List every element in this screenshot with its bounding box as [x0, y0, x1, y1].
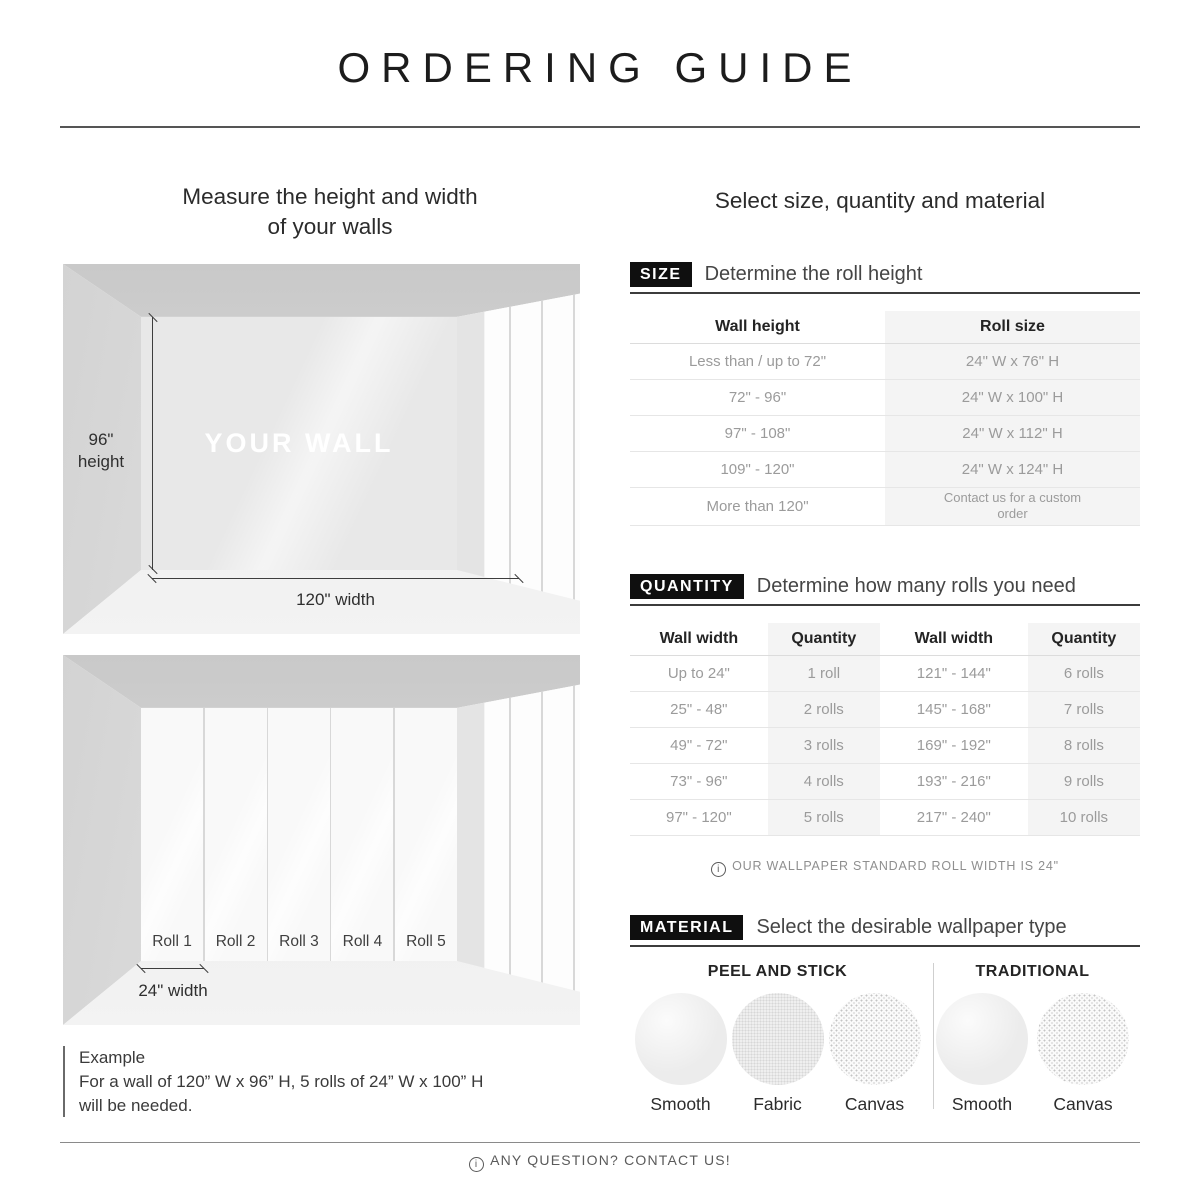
quantity-section-title: Determine how many rolls you need: [756, 575, 1076, 597]
size-cell: 24" W x 100" H: [885, 380, 1140, 416]
quantity-cell: 7 rolls: [1028, 692, 1140, 728]
quantity-cell: 121" - 144": [880, 656, 1028, 692]
size-section-title: Determine the roll height: [704, 263, 923, 285]
roll-width-note-text: OUR WALLPAPER STANDARD ROLL WIDTH IS 24": [732, 859, 1059, 873]
material-group-traditional: [925, 963, 1140, 1115]
canvas-texture-swatch: [1037, 993, 1129, 1085]
material-section-title: Select the desirable wallpaper type: [756, 916, 1067, 938]
quantity-cell: 97" - 120": [630, 800, 768, 836]
page-title: ORDERING GUIDE: [337, 44, 863, 91]
roll-label: Roll 4: [342, 932, 383, 950]
size-section: [630, 262, 1140, 526]
roll-label: Roll 5: [406, 932, 446, 950]
material-badge: MATERIAL: [630, 915, 743, 940]
size-cell: [885, 488, 1140, 526]
material-option-label: Canvas: [1053, 1094, 1113, 1114]
roll-panel: [141, 708, 203, 961]
measure-heading: [60, 182, 600, 243]
footer: [0, 1152, 1200, 1172]
roll-width-note: [630, 859, 1140, 877]
quantity-badge: QUANTITY: [630, 574, 744, 599]
material-section: [630, 915, 1140, 1115]
roll-label: Roll 2: [215, 932, 256, 950]
example-line2: will be needed.: [79, 1095, 193, 1115]
material-section-header: [630, 915, 1140, 947]
width-dimension-label: 120" width: [296, 590, 375, 609]
info-icon: i: [711, 862, 726, 877]
quantity-table: [630, 623, 1140, 836]
canvas-texture-swatch: [829, 993, 921, 1085]
size-col-wall-height: Wall height: [630, 311, 885, 344]
material-option-canvas: [1037, 993, 1129, 1115]
material-option-fabric: [732, 993, 824, 1115]
height-word: height: [77, 452, 125, 472]
material-group-peel-and-stick: [630, 963, 925, 1115]
height-value: 96": [88, 430, 114, 449]
height-dimension-line: [152, 317, 153, 570]
size-cell: 24" W x 76" H: [885, 344, 1140, 380]
quantity-cell: 193" - 216": [880, 764, 1028, 800]
quantity-cell: 10 rolls: [1028, 800, 1140, 836]
smooth-texture-swatch: [936, 993, 1028, 1085]
select-heading: Select size, quantity and material: [714, 188, 1046, 213]
roll-panel: [331, 708, 393, 961]
size-cell: 72" - 96": [630, 380, 885, 416]
roll-panels: [141, 708, 457, 961]
size-cell: Less than / up to 72": [630, 344, 885, 380]
quantity-col-header: Wall width: [630, 623, 768, 656]
smooth-texture-swatch: [635, 993, 727, 1085]
material-group-name: PEEL AND STICK: [707, 963, 848, 980]
quantity-col-header: Wall width: [880, 623, 1028, 656]
quantity-cell: 2 rolls: [768, 692, 880, 728]
your-wall-label: YOUR WALL: [204, 427, 394, 458]
roll-panel: [268, 708, 330, 961]
size-cell: 24" W x 124" H: [885, 452, 1140, 488]
footer-divider: [60, 1142, 1140, 1143]
size-cell: More than 120": [630, 488, 885, 526]
quantity-col-header: Quantity: [768, 623, 880, 656]
material-groups: [630, 963, 1140, 1115]
roll-label: Roll 3: [279, 932, 319, 950]
quantity-cell: 6 rolls: [1028, 656, 1140, 692]
quantity-cell: 145" - 168": [880, 692, 1028, 728]
example-heading: Example: [79, 1048, 146, 1067]
quantity-cell: 8 rolls: [1028, 728, 1140, 764]
room-illustration-your-wall: [63, 264, 580, 634]
material-option-smooth: [635, 993, 727, 1115]
size-cell-text: Contact us for a custom order: [943, 490, 1082, 522]
quantity-cell: 73" - 96": [630, 764, 768, 800]
quantity-cell: 4 rolls: [768, 764, 880, 800]
size-cell: 24" W x 112" H: [885, 416, 1140, 452]
roll-panel: [395, 708, 457, 961]
quantity-section-header: [630, 574, 1140, 606]
info-icon: i: [469, 1157, 484, 1172]
quantity-section: [630, 574, 1140, 877]
material-options: [936, 993, 1129, 1115]
width-dimension-line: [152, 578, 519, 579]
material-option-label: Smooth: [650, 1094, 711, 1114]
roll-width-label: 24" width: [138, 981, 208, 1000]
quantity-cell: 217" - 240": [880, 800, 1028, 836]
quantity-cell: 169" - 192": [880, 728, 1028, 764]
roll-label: Roll 1: [152, 932, 192, 950]
roll-panel: [205, 708, 267, 961]
material-option-label: Smooth: [951, 1094, 1013, 1114]
quantity-cell: 1 roll: [768, 656, 880, 692]
material-option-smooth: [936, 993, 1028, 1115]
size-cell: 109" - 120": [630, 452, 885, 488]
size-col-roll-size: Roll size: [885, 311, 1140, 344]
fabric-texture-swatch: [732, 993, 824, 1085]
material-option-canvas: [829, 993, 921, 1115]
material-group-name: TRADITIONAL: [975, 963, 1090, 980]
quantity-cell: 25" - 48": [630, 692, 768, 728]
size-cell: 97" - 108": [630, 416, 885, 452]
example-block: [63, 1046, 568, 1117]
quantity-cell: 5 rolls: [768, 800, 880, 836]
footer-text: ANY QUESTION? CONTACT US!: [490, 1152, 731, 1168]
room-illustration-rolls: [63, 655, 580, 1025]
size-table: [630, 311, 1140, 526]
material-group-divider: [933, 963, 934, 1109]
quantity-cell: 3 rolls: [768, 728, 880, 764]
quantity-cell: 9 rolls: [1028, 764, 1140, 800]
material-option-label: Fabric: [753, 1094, 802, 1114]
quantity-col-header: Quantity: [1028, 623, 1140, 656]
material-options: [635, 993, 921, 1115]
measure-heading-line1: Measure the height and width: [182, 184, 478, 209]
top-divider: [60, 126, 1140, 128]
height-dimension-label: [65, 429, 137, 473]
example-line1: For a wall of 120” W x 96” H, 5 rolls of 24” W x 100” H: [79, 1071, 484, 1091]
size-badge: SIZE: [630, 262, 692, 287]
measure-heading-line2: of your walls: [267, 214, 393, 240]
material-option-label: Canvas: [844, 1094, 905, 1114]
size-section-header: [630, 262, 1140, 294]
quantity-cell: 49" - 72": [630, 728, 768, 764]
quantity-cell: Up to 24": [630, 656, 768, 692]
roll-width-dimension-line: [141, 968, 204, 969]
